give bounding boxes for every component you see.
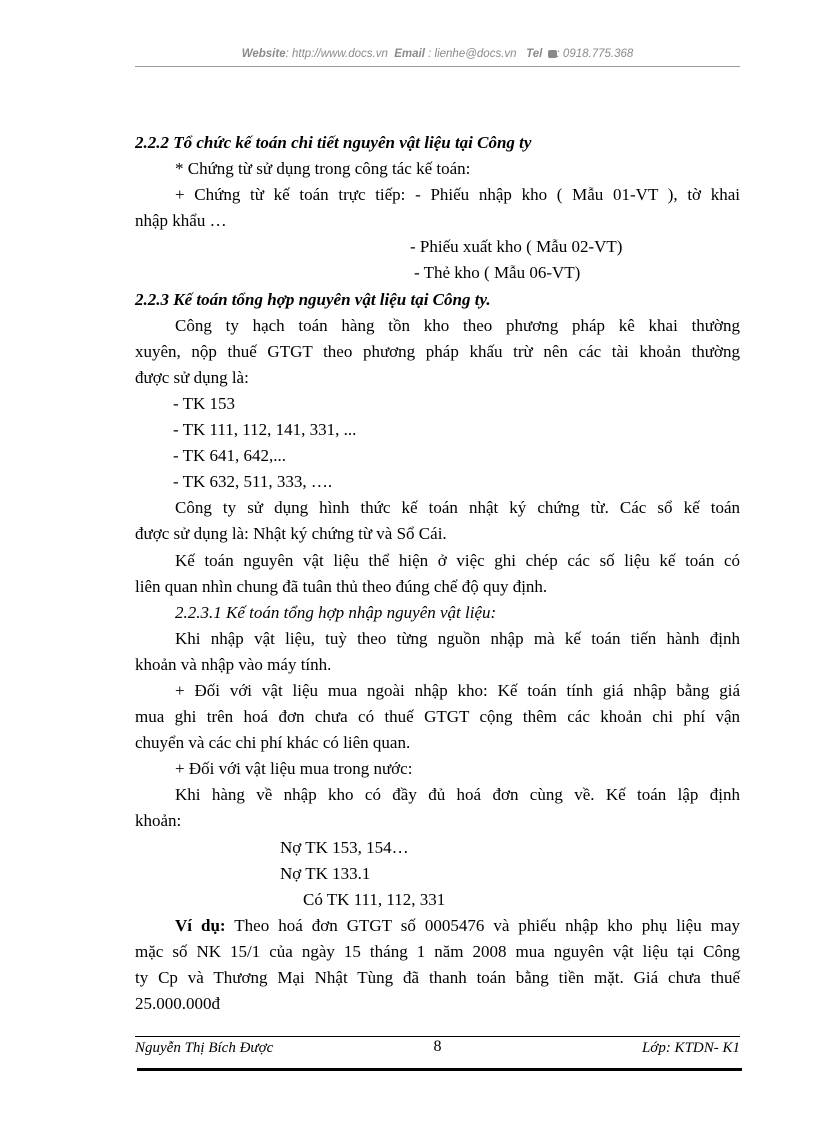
paragraph-line: khoản: xyxy=(135,811,182,831)
email-label: Email xyxy=(394,48,425,60)
list-item: - TK 641, 642,... xyxy=(173,446,287,466)
section-heading-2-2-2: 2.2.2 Tổ chức kế toán chi tiết nguyên vật liệu tại Công ty xyxy=(135,133,532,152)
paragraph-line: Khi hàng về nhập kho có đầy đủ hoá đơn cùng về. Kế toán lập định xyxy=(175,785,740,805)
paragraph-line: khoản và nhập vào máy tính. xyxy=(135,654,332,674)
journal-entry-line: Nợ TK 133.1 xyxy=(280,863,371,883)
subsection-heading-2-2-3-1: 2.2.3.1 Kế toán tổng hợp nhập nguyên vật liệu: xyxy=(175,602,497,622)
paragraph-line: mua ghi trên hoá đơn chưa có thuế GTGT cộng thêm các khoản chi phí vận xyxy=(135,707,740,727)
paragraph-line: chuyển và các chi phí khác có liên quan. xyxy=(135,733,411,753)
journal-entry-line: Có TK 111, 112, 331 xyxy=(303,889,446,909)
tel-label: Tel xyxy=(526,48,543,60)
website-value[interactable]: : http://www.docs.vn xyxy=(285,48,388,60)
journal-entry-line: Nợ TK 153, 154… xyxy=(280,837,409,857)
page-footer xyxy=(135,1040,740,1060)
footer-rule xyxy=(135,1036,740,1037)
document-body xyxy=(135,130,740,1017)
paragraph-line: - Phiếu xuất kho ( Mẫu 02-VT) xyxy=(410,237,623,257)
paragraph-line: được sử dụng là: xyxy=(135,367,249,387)
tel-value: : 0918.775.368 xyxy=(556,48,634,60)
page-number: 8 xyxy=(433,1038,442,1055)
list-item: - TK 632, 511, 333, …. xyxy=(173,472,333,492)
website-label: Website xyxy=(241,48,286,60)
list-item: - TK 111, 112, 141, 331, ... xyxy=(173,420,357,440)
footer-author: Nguyễn Thị Bích Được xyxy=(135,1040,274,1056)
example-text: Theo hoá đơn GTGT số 0005476 và phiếu nhập kho phụ liệu may xyxy=(225,915,740,935)
example-line xyxy=(135,913,740,939)
paragraph-line: + Đối với vật liệu mua ngoài nhập kho: Kế toán tính giá nhập bằng giá xyxy=(175,680,740,700)
paragraph-line: xuyên, nộp thuế GTGT theo phương pháp khấu trừ nên các tài khoản thường xyxy=(135,341,740,361)
list-item: - TK 153 xyxy=(173,393,236,413)
paragraph-line: * Chứng từ sử dụng trong công tác kế toán: xyxy=(175,159,471,179)
paragraph-line: Công ty hạch toán hàng tồn kho theo phương pháp kê khai thường xyxy=(175,315,740,335)
page-header xyxy=(135,48,740,60)
header-rule xyxy=(135,66,740,67)
example-label: Ví dụ: xyxy=(175,915,226,935)
paragraph-line: Kế toán nguyên vật liệu thể hiện ở việc ghi chép các số liệu kế toán có xyxy=(175,550,740,570)
paragraph-line: ty Cp và Thương Mại Nhật Tùng đã thanh toán bằng tiền mặt. Giá chưa thuế xyxy=(135,968,740,987)
paragraph-line: liên quan nhìn chung đã tuân thủ theo đúng chế độ quy định. xyxy=(135,576,548,596)
paragraph-line: Khi nhập vật liệu, tuỳ theo từng nguồn nhập mà kế toán tiến hành định xyxy=(175,628,740,648)
section-heading-2-2-3: 2.2.3 Kế toán tổng hợp nguyên vật liệu tại Công ty. xyxy=(135,289,491,309)
paragraph-line: + Đối với vật liệu mua trong nước: xyxy=(175,759,413,779)
paragraph-line: mặc số NK 15/1 của ngày 15 tháng 1 năm 2008 mua nguyên vật liệu tại Công xyxy=(135,941,740,961)
paragraph-line: 25.000.000đ xyxy=(135,994,220,1014)
footer-border xyxy=(137,1068,742,1071)
paragraph-line: - Thẻ kho ( Mẫu 06-VT) xyxy=(414,263,581,283)
footer-class: Lớp: KTDN- K1 xyxy=(641,1040,740,1056)
paragraph-line: + Chứng từ kế toán trực tiếp: - Phiếu nhập kho ( Mẫu 01-VT ), tờ khai xyxy=(175,185,740,205)
paragraph-line: Công ty sử dụng hình thức kế toán nhật ký chứng từ. Các sổ kế toán xyxy=(175,498,740,518)
email-value[interactable]: : lienhe@docs.vn xyxy=(428,48,517,60)
phone-icon xyxy=(548,50,557,58)
paragraph-line: được sử dụng là: Nhật ký chứng từ và Sổ Cái. xyxy=(135,524,447,544)
paragraph-line: nhập khẩu … xyxy=(135,211,227,231)
